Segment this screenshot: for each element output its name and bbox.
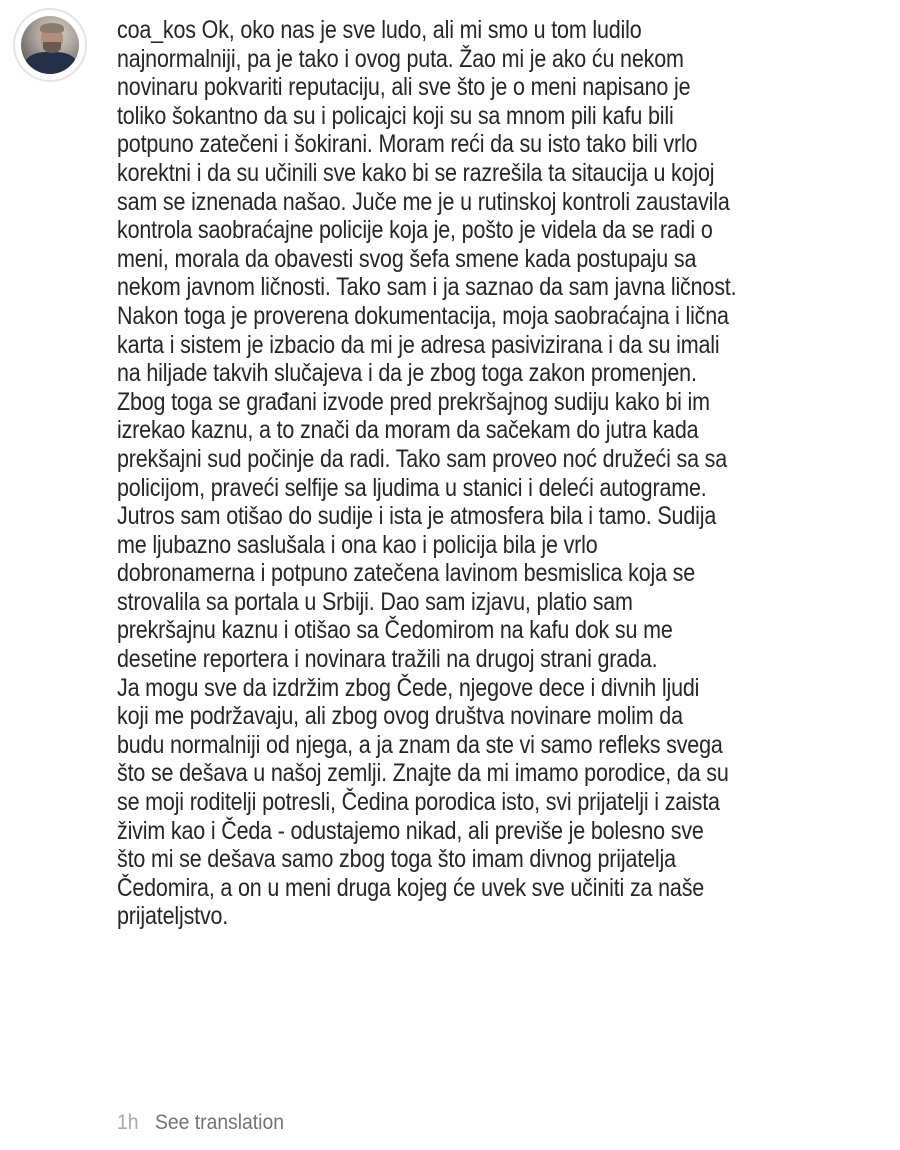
avatar[interactable]: [15, 10, 85, 80]
comment-line: prijateljstvo.: [117, 902, 229, 931]
comment-line: [117, 1017, 771, 1046]
timestamp: 1h: [117, 1111, 139, 1134]
comment-line: što mi se dešava samo zbog toga što imam divnog prijatelja: [117, 845, 676, 874]
comment-line: me ljubazno saslušala i ona kao i policija bila je vrlo: [117, 530, 598, 559]
comment-line: Nakon toga je proverena dokumentacija, moja saobraćajna i lična: [117, 301, 729, 330]
comment-line: [117, 931, 771, 960]
comment-line: što se dešava u našoj zemlji. Znajte da mi imamo porodice, da su: [117, 759, 729, 788]
comment-line: Zbog toga se građani izvode pred prekršajnog sudiju kako bi im: [117, 387, 710, 416]
comment-line: toliko šokantno da su i policajci koji su sa mnom pili kafu bili: [117, 101, 674, 130]
comment-line: Čedomira, a on u meni druga kojeg će uvek sve učiniti za naše: [117, 873, 705, 902]
comment-line: se moji roditelji potresli, Čedina porodica isto, svi prijatelji i zaista: [117, 788, 720, 817]
comment-line: prekršajnu kaznu i otišao sa Čedomirom na kafu dok su me: [117, 616, 673, 645]
comment-line: najnormalniji, pa je tako i ovog puta. Žao mi je ako ću nekom: [117, 44, 684, 73]
comment-line: izrekao kaznu, a to znači da moram da sačekam do jutra kada: [117, 416, 699, 445]
see-translation-button[interactable]: See translation: [155, 1111, 284, 1134]
comment-line: [117, 960, 771, 989]
comment-text: Ok, oko nas je sve ludo, ali mi smo u tom ludilo: [195, 16, 642, 44]
comment-line: [117, 988, 771, 1017]
comment-line: dobronamerna i potpuno zatečena lavinom besmislica koja se: [117, 559, 696, 588]
comment-line: prekšajni sud počinje da radi. Tako sam proveo noć družeći sa sa: [117, 444, 728, 473]
comment-line: budu normalniji od njega, a ja znam da ste vi samo refleks svega: [117, 730, 723, 759]
user-avatar-icon: [21, 16, 79, 74]
username-link[interactable]: coa_kos: [117, 16, 196, 44]
comment-body: [117, 16, 877, 1074]
comment-line: desetine reportera i novinara tražili na drugoj strani grada.: [117, 645, 658, 674]
comment-line: policijom, praveći selfije sa ljudima u stanici i deleći autograme.: [117, 473, 707, 502]
comment-line: Ja mogu sve da izdržim zbog Čede, njegove dece i divnih ljudi: [117, 673, 700, 702]
comment-line: koji me podržavaju, ali zbog ovog društva novinare molim da: [117, 702, 683, 731]
comment-line: [117, 1045, 771, 1074]
comment-line: strovalila sa portala u Srbiji. Dao sam izjavu, platio sam: [117, 587, 633, 616]
comment-line: nekom javnom ličnosti. Tako sam i ja saznao da sam javna ličnost.: [117, 273, 737, 302]
comment-line: [117, 16, 771, 45]
comment-line: potpuno zatečeni i šokirani. Moram reći da su isto tako bili vrlo: [117, 130, 698, 159]
comment-line: živim kao i Čeda - odustajemo nikad, ali previše je bolesno sve: [117, 816, 704, 845]
comment-line: Jutros sam otišao do sudije i ista je atmosfera bila i tamo. Sudija: [117, 502, 717, 531]
comment-line: kontrola saobraćajne policije koja je, pošto je videla da se radi o: [117, 216, 713, 245]
comment-line: korektni i da su učinili sve kako bi se razrešila ta sitaucija u kojoj: [117, 158, 715, 187]
comment-footer: [117, 1109, 284, 1137]
comment-line: meni, morala da obavesti svog šefa smene kada postupaju sa: [117, 244, 697, 273]
comment-line: sam se iznenada našao. Juče me je u rutinskoj kontroli zaustavila: [117, 187, 730, 216]
comment-line: na hiljade takvih slučajeva i da je zbog toga zakon promenjen.: [117, 359, 697, 388]
comment-line: novinaru pokvariti reputaciju, ali sve što je o meni napisano je: [117, 73, 691, 102]
comment-line: karta i sistem je izbacio da mi je adresa pasivizirana i da su imali: [117, 330, 720, 359]
